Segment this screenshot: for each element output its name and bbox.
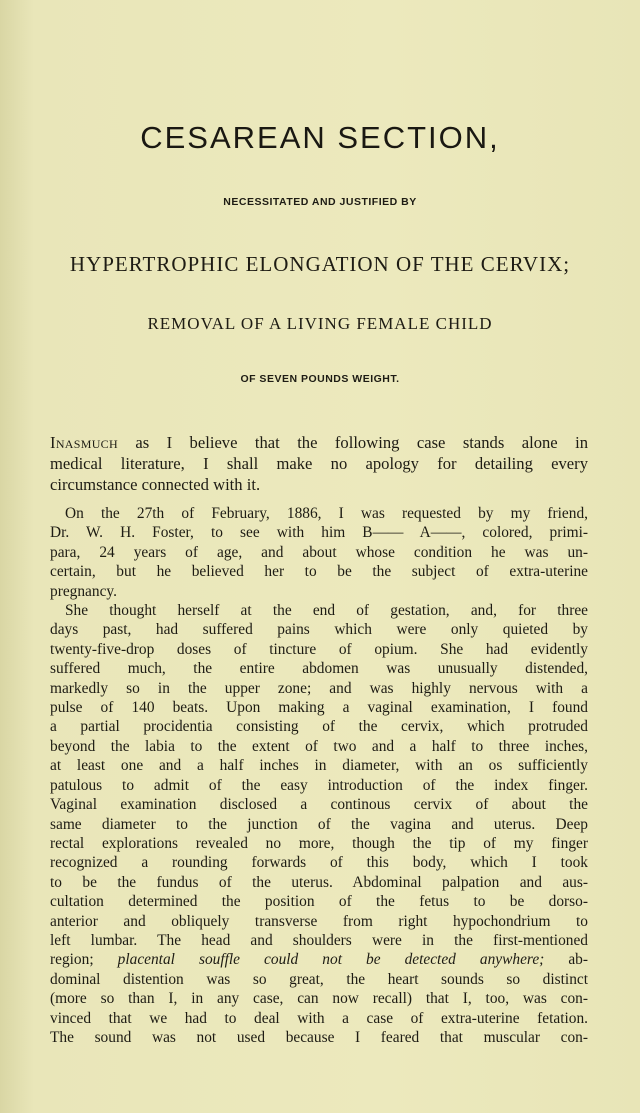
text-line: cultation determined the position of the fetus to be dorso- [50,893,588,911]
heading-removal: REMOVAL OF A LIVING FEMALE CHILD [147,314,493,333]
italic-phrase: placental souffle could not be detected anywhere; [117,951,545,969]
italic-line-suffix: ab- [544,951,588,969]
body-text [50,432,588,1047]
paragraph-2-italic-line [50,950,588,969]
subtitle-weight: OF SEVEN POUNDS WEIGHT. [240,373,400,385]
document-title: CESAREAN SECTION, [140,120,500,155]
intro-line-rest: as I believe that the following case stands alone in [117,433,588,452]
intro-line: medical literature, I shall make no apology for detailing every [50,454,588,473]
text-line: pulse of 140 beats. Upon making a vaginal examination, I found [50,699,588,717]
text-line: pregnancy. [50,582,117,600]
intro-line [50,432,588,453]
text-line: markedly so in the upper zone; and was highly nervous with a [50,679,588,697]
text-line: certain, but he believed her to be the subject of extra-uterine [50,563,588,581]
text-line: anterior and obliquely transverse from right hypochondrium to [50,912,588,930]
text-line: patulous to admit of the easy introduction of the index finger. [50,776,588,794]
paragraph-2 [50,601,588,950]
text-line: left lumbar. The head and shoulders were in the first-mentioned [50,931,588,949]
intro-first-word: Inasmuch [50,433,118,452]
text-line: vinced that we had to deal with a case of extra-uterine fetation. [50,1009,588,1027]
text-line: recognized a rounding forwards of this body, which I took [50,854,588,872]
subtitle-justified: NECESSITATED AND JUSTIFIED BY [223,196,417,208]
text-line: to be the fundus of the uterus. Abdominal palpation and aus- [50,873,588,891]
paragraph-1 [50,504,588,601]
text-line: days past, had suffered pains which were only quieted by [50,621,588,639]
text-line: same diameter to the junction of the vagina and uterus. Deep [50,815,588,833]
heading-hypertrophic: HYPERTROPHIC ELONGATION OF THE CERVIX; [69,252,571,276]
text-line: Dr. W. H. Foster, to see with him B—— A——, colored, primi- [50,524,588,542]
text-line: Vaginal examination disclosed a continous cervix of about the [50,796,588,814]
text-line: She thought herself at the end of gestation, and, for three [65,602,588,620]
text-line: On the 27th of February, 1886, I was requested by my friend, [65,505,588,522]
text-line: para, 24 years of age, and about whose condition he was un- [50,543,588,561]
text-line: a partial procidentia consisting of the cervix, which protruded [50,718,588,736]
text-line: beyond the labia to the extent of two and a half to three inches, [50,737,588,755]
text-line: at least one and a half inches in diameter, with an os sufficiently [50,757,588,775]
text-line: dominal distention was so great, the heart sounds so distinct [50,970,588,988]
text-line: (more so than I, in any case, can now recall) that I, too, was con- [50,990,588,1008]
text-line: rectal explorations revealed no more, though the tip of my finger [50,834,588,852]
text-line: The sound was not used because I feared that muscular con- [50,1028,588,1046]
text-line: twenty-five-drop doses of tincture of opium. She had evidently [50,640,588,658]
intro-paragraph [50,432,588,495]
intro-line: circumstance connected with it. [50,475,261,494]
italic-line-prefix: region; [50,951,118,969]
text-line: suffered much, the entire abdomen was unusually distended, [50,660,588,678]
paragraph-2-continued [50,970,588,1048]
